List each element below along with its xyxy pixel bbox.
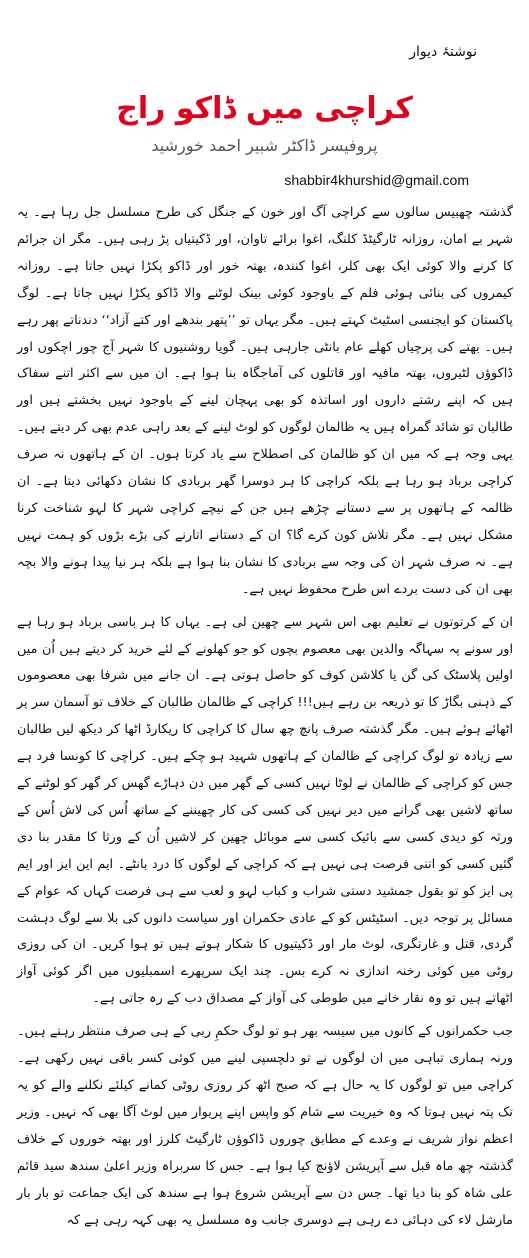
paragraph: گذشتہ چھبیس سالوں سے کراچی آگ اور خون کے جنگل کی طرح مسلسل جل رہا ہے۔ یہ شہر بے امان، روزانہ ٹارگیٹڈ کلنگ، اغوا برائے تاوان، اور ڈکیتیاں پڑ رہی ہیں۔ مگر ان جرائم کا کرنے والا کوئی ایک بھی کلر، اغوا کنندہ، بھتہ خور اور ڈاکو پکڑا نہیں جاتا ہے۔ روزانہ کیمروں کی بنائی ہوئی فلم کے باوجود کوئی بینک لوٹنے والا ڈاکو پکڑا نہیں جاتا ہے۔ لوگ پاکستان کو ایجنسی اسٹیٹ کہتے ہیں۔ مگر یہاں تو ’’پتھر بندھے اور کتے آزاد‘‘ دندناتے پھر رہے ہیں۔ بھتے کی پرچیاں کھلے عام بانٹی جارہی ہیں۔ گویا روشنیوں کا شہر آج چور اچکوں اور ڈاکوؤں لٹیروں، بھتہ مافیہ اور قاتلوں کی آماجگاہ بنا ہوا ہے۔ ان میں سے اکثر اتنے سفاک ہیں کہ اپنے رشتے داروں اور اساتذہ کو بھی پہچان لینے کے باوجود نہیں بخشتے ہیں اور طالبان تو شائد گمراہ ہیں یہ ظالمان لوگوں کو لوٹ لینے کے بعد راہی عدم بھی کر دیتے ہیں۔ یہی وجہ ہے کہ میں ان کو ظالمان کی اصطلاح سے یاد کرتا ہوں۔ ان کے ہاتھوں نہ صرف کراچی برباد ہو رہا ہے بلکہ کراچی کا ہر دوسرا گھر بربادی کا نشان دکھائی دیتا ہے۔ ان ظالمہ کے ہاتھوں پر سے دستانے چڑھے ہیں جن کے نیچے کراچی شہر کا لہو شناخت کرنا مشکل نہیں ہے۔ مگر تلاش کون کرے گا؟ ان کے دستانے اتارنے کی بڑے بڑوں کو ہمت نہیں ہے۔ نہ صرف شہر ان کی وجہ سے بربادی کا نشان بنا ہوا ہے بلکہ ہر نیا پیدا ہونے والا بچہ بھی ان کی دست بردے اس طرح محفوظ نہیں ہے۔ — [17, 205, 513, 597]
author-byline: پروفیسر ڈاکٹر شبیر احمد خورشید — [151, 136, 378, 155]
author-email[interactable]: shabbir4khurshid@gmail.com — [284, 172, 469, 188]
article-title: کراچی میں ڈاکو راج — [116, 91, 413, 126]
article-body — [17, 200, 513, 1234]
column-name: نوشتۂ دیوار — [409, 44, 477, 60]
paragraph: ان کے کرتوتوں نے تعلیم بھی اس شہر سے چھین لی ہے۔ یہاں کا ہر باسی برباد ہو رہا ہے اور سونے پہ سہاگہ والدین بھی معصوم بچوں کو جو کھلونے کے لئے خرید کر دیتے ہیں اُن میں اولین پلاسٹک کی گن یا کلاشن کوف کو حاصل ہوتی ہے۔ ان جانے میں شرفا بھی معصوموں کے ذہنی بگاڑ کا تو ذریعہ بن رہے ہیں!!! کراچی کے ظالمان طالبان کے خلاف تو آسمان سر پر اٹھائے ہوئے ہیں۔ مگر گذشتہ صرف پانچ چھ سال کا کراچی کا ریکارڈ اٹھا کر دیکھ لیں طالبان سے زیادہ تو لوگ کراچی کے ظالمان کے ہاتھوں شہید ہو چکے ہیں۔ کراچی کا کونسا فرد ہے جس کو کراچی کے ظالمان نے لوٹا نہیں کسی کے گھر میں دن دہاڑے گھس کر گھر کو لوٹنے کے ساتھ لاشیں بھی گرانے میں دیر نہیں کی کسی کی کار چھیننے کے ساتھ اُس کی لاش اُس کے ورثہ کو دیدی کسی سے بائیک کسی سے موبائل چھین کر لاشیں اُن کے ورثا کا مقدر بنا دی گئیں کسی کو اتنی فرصت ہی نہیں ہے کہ کراچی کے لوگوں کا درد بانٹے۔ ایم این ایز اور ایم پی ایز کو تو بقول جمشید دستی شراب و کباب لہو و لعب سے ہی فرصت کہاں کہ عوام کے مسائل پر توجہ دیں۔ اسٹیٹس کو کے عادی حکمران اور سیاست دانوں کی بلا سے لوگ دہشت گردی، قتل و غارتگری، لوٹ مار اور ڈکیتیوں کا شکار ہوتے ہیں تو ہوا کریں۔ ان کی روزی روٹی میں کوئی رخنہ اندازی نہ کرے بس۔ چند ایک سرپھرے اسمبلیوں میں اگر کوئی آواز اٹھاتے ہیں تو وہ نقار خانے میں طوطی کی آواز کے مصداق دب کے رہ جاتی ہے۔ — [17, 614, 513, 1007]
paragraph: جب حکمرانوں کے کانوں میں سیسہ بھر ہو تو لوگ حکمِ ربی کے ہی صرف منتظر رہتے ہیں۔ ورنہ ہماری تباہی میں ان لوگوں نے تو دلچسپی لینے میں کوئی کسر باقی نہیں رکھی ہے۔ کراچی میں تو لوگوں کا یہ حال ہے کہ صبح اٹھ کر روزی روٹی کمانے کیلئے نکلنے والے کو یہ تک پتہ نہیں ہوتا کہ وہ خیریت سے شام کو واپس اپنے پریوار میں لوٹ آگا بھی کہ نہیں۔ وزیر اعظم نواز شریف نے وعدے کے مطابق چوروں ڈاکوؤں ٹارگیٹ کلرز اور بھتہ خوروں کے خلاف گذشتہ چھ ماہ قبل سے آپریشن لاؤنچ کیا ہوا ہے۔ جس کا سربراہ وزیر اعلیٰ سندھ سید قائم علی شاہ کو بنا دیا تھا۔ جس دن سے آپریشن شروع ہوا ہے سندھ کی ایک جماعت تو بار بار مارشل لاء کی دہائی دے رہی ہے دوسری جانب وہ مسلسل یہ بھی کہہ رہی ہے کہ — [17, 1024, 513, 1228]
